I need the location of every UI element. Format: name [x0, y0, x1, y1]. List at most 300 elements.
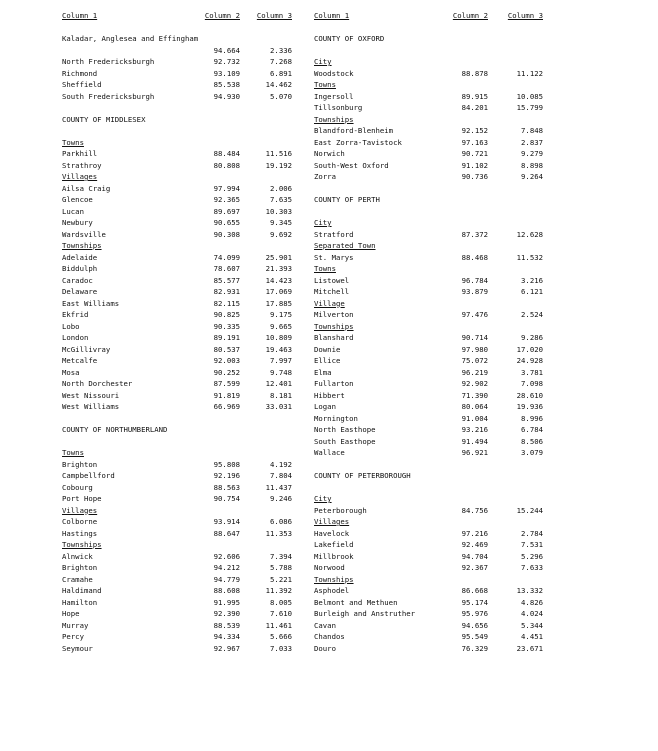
table-row: [62, 482, 292, 494]
column-header-row: [314, 10, 546, 22]
table-row: [62, 229, 292, 241]
column-2-value: 88.468: [461, 252, 488, 262]
column-3-value: 5.296: [521, 551, 543, 561]
column-3-value: 11.516: [265, 149, 292, 158]
table-row: [62, 367, 292, 379]
column-2-value: 92.152: [461, 126, 488, 135]
place-name: Lucan: [62, 206, 84, 216]
place-name: Hibbert: [314, 390, 345, 400]
column-3-header: Column 3: [256, 11, 292, 20]
column-2-value: 90.754: [213, 494, 240, 503]
section-heading: [314, 298, 546, 310]
place-name: Port Hope: [62, 494, 102, 503]
column-2-header: Column 2: [204, 11, 240, 20]
table-row: [62, 286, 292, 298]
right-table-body: [314, 22, 546, 655]
table-row: [314, 286, 546, 298]
table-row: [314, 309, 546, 321]
column-3-value: 7.635: [270, 195, 292, 204]
table-row: [314, 390, 546, 402]
place-name: Mitchell: [314, 287, 350, 296]
column-3-value: 7.098: [521, 379, 543, 388]
column-2-value: 89.915: [461, 91, 488, 101]
place-name: Ellice: [314, 356, 341, 365]
column-3-value: 8.506: [521, 436, 543, 446]
section-heading: [314, 516, 546, 528]
place-name: Wardsville: [62, 229, 106, 239]
section-heading-text: Towns: [62, 137, 84, 147]
place-name: Richmond: [62, 68, 98, 78]
section-heading-text: Village: [314, 298, 345, 308]
section-heading: [314, 56, 546, 68]
place-name: Mosa: [62, 367, 80, 377]
column-2-value: 80.064: [461, 402, 488, 411]
column-3-value: 6.784: [521, 425, 543, 434]
table-row: [314, 332, 546, 344]
place-name: Blanshard: [314, 333, 354, 342]
column-3-header: Column 3: [507, 11, 543, 20]
table-row: [62, 217, 292, 229]
column-2-value: 97.980: [461, 344, 488, 354]
column-2-value: 92.902: [461, 379, 488, 388]
place-name: East Williams: [62, 298, 120, 308]
column-3-value: 9.692: [270, 229, 292, 239]
column-3-value: 24.928: [516, 356, 543, 365]
county-heading: [314, 33, 546, 45]
section-heading: [314, 79, 546, 91]
place-name: Hastings: [62, 528, 98, 538]
column-3-value: 2.336: [270, 45, 292, 55]
spacer: [314, 459, 546, 471]
section-heading: [314, 263, 546, 275]
place-name: West Williams: [62, 402, 120, 411]
place-name: Seymour: [62, 643, 93, 653]
place-name: Burleigh and Anstruther: [314, 609, 416, 618]
column-2-value: 80.537: [213, 344, 240, 354]
place-name: Millbrook: [314, 551, 354, 561]
table-row: [62, 263, 292, 275]
column-2-value: 88.484: [213, 149, 240, 158]
place-name: Elma: [314, 367, 332, 377]
table-row: [314, 344, 546, 356]
column-3-value: 23.671: [516, 643, 543, 653]
place-name: Tillsonburg: [314, 103, 363, 112]
column-2-value: 94.930: [213, 91, 240, 101]
column-3-value: 4.451: [521, 632, 543, 641]
column-2-value: 90.655: [213, 218, 240, 227]
county-heading: [314, 470, 546, 482]
column-3-value: 21.393: [265, 264, 292, 273]
column-2-value: 92.469: [461, 540, 488, 549]
column-2-value: 87.599: [213, 379, 240, 388]
table-row: [314, 620, 546, 632]
table-row: [314, 355, 546, 367]
section-heading: [314, 240, 546, 252]
table-row: [62, 298, 292, 310]
column-3-value: 11.461: [265, 620, 292, 630]
table-row: [314, 401, 546, 413]
column-3-value: 15.799: [516, 103, 543, 112]
table-row: [62, 194, 292, 206]
table-row: [314, 68, 546, 80]
column-3-value: 9.175: [270, 310, 292, 319]
column-2-header: Column 2: [452, 11, 488, 20]
table-row: [62, 608, 292, 620]
place-name: Chandos: [314, 632, 345, 641]
place-name: Douro: [314, 643, 336, 653]
table-row: [314, 585, 546, 597]
place-name: Ekfrid: [62, 310, 89, 319]
place-name: Percy: [62, 632, 84, 641]
section-heading-text: Townships: [62, 540, 102, 549]
county-heading-text: COUNTY OF NORTHUMBERLAND: [62, 425, 168, 434]
table-row: [314, 597, 546, 609]
column-3-value: 11.532: [516, 252, 543, 262]
place-name: Woodstock: [314, 68, 354, 78]
table-row: [62, 148, 292, 160]
section-heading-text: Villages: [314, 517, 350, 526]
place-name: South Easthope: [314, 436, 376, 446]
section-heading: [314, 114, 546, 126]
place-name: Listowel: [314, 275, 350, 285]
table-row: [62, 68, 292, 80]
place-name: North Dorchester: [62, 379, 133, 388]
place-name: North Fredericksburgh: [62, 57, 155, 66]
table-row: [62, 390, 292, 402]
column-2-value: 90.714: [461, 333, 488, 342]
table-row: [62, 183, 292, 195]
column-2-value: 94.664: [213, 45, 240, 55]
county-heading-text: COUNTY OF PERTH: [314, 195, 380, 204]
column-3-value: 28.610: [516, 390, 543, 400]
column-2-value: 90.721: [461, 149, 488, 158]
column-3-value: 17.020: [516, 344, 543, 354]
table-row: [62, 516, 292, 528]
column-3-value: 14.423: [265, 275, 292, 285]
table-row: [314, 551, 546, 563]
column-3-value: 6.121: [521, 287, 543, 296]
place-name: Biddulph: [62, 264, 98, 273]
column-3-value: 14.462: [265, 80, 292, 89]
column-3-value: 2.837: [521, 137, 543, 147]
column-2-value: 94.779: [213, 574, 240, 584]
table-row: [314, 631, 546, 643]
table-row: [314, 436, 546, 448]
table-row: [62, 597, 292, 609]
column-3-value: 12.628: [516, 229, 543, 239]
column-3-value: 7.531: [521, 540, 543, 549]
section-heading-text: City: [314, 494, 332, 503]
column-3-value: 6.891: [270, 68, 292, 78]
column-3-value: 17.069: [265, 287, 292, 296]
table-row: [62, 91, 292, 103]
spacer: [314, 45, 546, 57]
section-heading: [314, 574, 546, 586]
place-name: Colborne: [62, 517, 98, 526]
county-heading: [62, 114, 292, 126]
column-2-value: 95.976: [461, 609, 488, 618]
column-3-value: 25.901: [265, 252, 292, 262]
column-3-value: 11.122: [516, 68, 543, 78]
table-row: [62, 470, 292, 482]
table-row: [314, 608, 546, 620]
table-row: [62, 321, 292, 333]
place-name: Metcalfe: [62, 356, 98, 365]
county-heading: [314, 194, 546, 206]
column-2-value: 90.335: [213, 321, 240, 331]
column-3-value: 7.633: [521, 563, 543, 572]
column-2-value: 92.365: [213, 195, 240, 204]
column-1-header: Column 1: [314, 11, 350, 20]
table-row: [62, 378, 292, 390]
column-3-value: 3.079: [521, 448, 543, 457]
place-name: Delaware: [62, 287, 98, 296]
place-name: Wallace: [314, 448, 345, 457]
place-name: Newbury: [62, 218, 93, 227]
column-2-value: 84.756: [461, 505, 488, 515]
table-row: [62, 562, 292, 574]
place-name: East Zorra-Tavistock: [314, 137, 402, 147]
table-row: [62, 206, 292, 218]
column-2-value: 94.704: [461, 551, 488, 561]
column-2-value: 89.191: [213, 333, 240, 342]
place-name: Strathroy: [62, 160, 102, 170]
column-2-value: 93.879: [461, 287, 488, 296]
section-heading-text: Townships: [314, 114, 354, 124]
column-3-value: 4.826: [521, 597, 543, 607]
column-2-value: 90.736: [461, 172, 488, 181]
column-3-value: 17.885: [265, 298, 292, 308]
table-row: [62, 344, 292, 356]
column-2-value: 82.115: [213, 298, 240, 308]
section-heading-text: Villages: [62, 172, 98, 181]
place-name: Kaladar, Anglesea and Effingham: [62, 34, 199, 43]
section-heading-text: City: [314, 57, 332, 66]
section-heading: [62, 447, 292, 459]
column-2-value: 92.196: [213, 471, 240, 480]
place-name: Ailsa Craig: [62, 183, 111, 193]
spacer: [314, 183, 546, 195]
table-row: [62, 585, 292, 597]
column-2-value: 82.931: [213, 287, 240, 296]
column-2-value: 95.808: [213, 459, 240, 469]
column-2-value: 95.549: [461, 632, 488, 641]
county-heading: [62, 424, 292, 436]
place-name: McGillivray: [62, 344, 111, 354]
column-2-value: 93.914: [213, 517, 240, 526]
place-name: Cobourg: [62, 482, 93, 492]
column-2-value: 96.219: [461, 367, 488, 377]
column-2-value: 92.967: [213, 643, 240, 653]
column-2-value: 96.784: [461, 275, 488, 285]
column-2-value: 71.390: [461, 390, 488, 400]
table-row: [62, 45, 292, 57]
spacer: [314, 206, 546, 218]
column-2-value: 89.697: [213, 206, 240, 216]
place-name: Belmont and Methuen: [314, 597, 398, 607]
place-name: South Fredericksburgh: [62, 91, 155, 101]
column-3-value: 7.268: [270, 57, 292, 66]
table-row: [62, 252, 292, 264]
column-3-value: 7.033: [270, 643, 292, 653]
column-2-value: 66.969: [213, 402, 240, 411]
column-2-value: 88.539: [213, 620, 240, 630]
place-name: Brighton: [62, 459, 98, 469]
column-2-value: 78.607: [213, 264, 240, 273]
section-heading-text: Towns: [314, 80, 336, 89]
table-row: [62, 493, 292, 505]
table-row: [62, 332, 292, 344]
column-2-value: 90.825: [213, 310, 240, 319]
place-name: Peterborough: [314, 505, 367, 515]
place-name: Ingersoll: [314, 91, 354, 101]
column-2-value: 92.367: [461, 563, 488, 572]
table-row: [314, 91, 546, 103]
place-name: St. Marys: [314, 252, 354, 262]
table-row: [62, 355, 292, 367]
column-2-value: 95.174: [461, 597, 488, 607]
section-heading: [314, 493, 546, 505]
section-heading-text: Towns: [314, 264, 336, 273]
place-name: Brighton: [62, 563, 98, 572]
place-name: Murray: [62, 620, 89, 630]
table-row: [62, 79, 292, 91]
column-2-value: 91.819: [213, 390, 240, 400]
place-name: Haldimand: [62, 586, 102, 595]
column-3-value: 9.748: [270, 367, 292, 377]
section-heading-text: Townships: [62, 241, 102, 250]
column-2-value: 96.921: [461, 448, 488, 457]
table-row: [314, 413, 546, 425]
place-name: Cramahe: [62, 574, 93, 584]
column-3-value: 7.997: [270, 356, 292, 365]
column-2-value: 88.647: [213, 528, 240, 538]
table-row: [314, 252, 546, 264]
column-2-value: 92.003: [213, 356, 240, 365]
column-2-value: 91.004: [461, 413, 488, 423]
column-2-value: 76.329: [461, 643, 488, 653]
column-3-value: 3.781: [521, 367, 543, 377]
column-3-value: 5.070: [270, 91, 292, 101]
section-heading: [62, 539, 292, 551]
table-row: [62, 160, 292, 172]
section-heading-text: City: [314, 218, 332, 227]
table-row: [62, 551, 292, 563]
column-2-value: 88.608: [213, 586, 240, 595]
column-3-value: 3.216: [521, 275, 543, 285]
table-row: [314, 539, 546, 551]
column-3-value: 33.031: [265, 402, 292, 411]
left-table-body: [62, 22, 292, 655]
spacer: [314, 482, 546, 494]
column-2-value: 92.732: [213, 57, 240, 66]
column-2-value: 84.201: [461, 103, 488, 112]
place-name: Stratford: [314, 229, 354, 239]
place-name: Logan: [314, 402, 336, 411]
table-row: [314, 528, 546, 540]
column-3-value: 9.286: [521, 333, 543, 342]
column-3-value: 11.353: [265, 528, 292, 538]
column-2-value: 91.995: [213, 597, 240, 607]
spacer: [62, 22, 292, 34]
column-2-value: 94.656: [461, 620, 488, 630]
column-3-value: 8.996: [521, 413, 543, 423]
column-2-value: 93.216: [461, 425, 488, 434]
place-name: North Easthope: [314, 425, 376, 434]
table-row: [62, 459, 292, 471]
column-2-value: 90.252: [213, 367, 240, 377]
table-row: [314, 137, 546, 149]
section-heading: [314, 217, 546, 229]
column-3-value: 8.898: [521, 160, 543, 170]
column-2-value: 87.372: [461, 229, 488, 239]
column-3-value: 9.345: [270, 218, 292, 227]
place-name: South-West Oxford: [314, 160, 389, 170]
column-2-value: 86.668: [461, 586, 488, 595]
column-2-value: 88.878: [461, 68, 488, 78]
column-3-value: 8.005: [270, 597, 292, 607]
column-2-value: 90.308: [213, 229, 240, 239]
column-3-value: 7.848: [521, 126, 543, 135]
spacer: [62, 102, 292, 114]
place-name: Mornington: [314, 413, 358, 423]
place-name: Parkhill: [62, 149, 98, 158]
table-row: [62, 33, 292, 45]
column-3-value: 19.463: [265, 344, 292, 354]
column-3-value: 5.666: [270, 632, 292, 641]
spacer: [314, 22, 546, 34]
column-3-value: 7.394: [270, 551, 292, 561]
spacer: [62, 125, 292, 137]
column-3-value: 8.181: [270, 390, 292, 400]
place-name: Hamilton: [62, 597, 98, 607]
table-row: [62, 528, 292, 540]
place-name: Campbellford: [62, 471, 115, 480]
place-name: London: [62, 333, 89, 342]
county-heading-text: COUNTY OF PETERBOROUGH: [314, 471, 411, 480]
place-name: Blandford-Blenheim: [314, 126, 394, 135]
place-name: Milverton: [314, 310, 354, 319]
section-heading: [62, 137, 292, 149]
column-3-value: 9.246: [270, 494, 292, 503]
table-row: [314, 643, 546, 655]
table-row: [314, 275, 546, 287]
column-3-value: 10.085: [516, 91, 543, 101]
place-name: Lobo: [62, 321, 80, 331]
place-name: Norwich: [314, 149, 345, 158]
column-2-value: 97.994: [213, 183, 240, 193]
place-name: Caradoc: [62, 275, 93, 285]
column-3-value: 5.788: [270, 563, 292, 572]
table-row: [314, 378, 546, 390]
place-name: Fullarton: [314, 379, 354, 388]
table-row: [314, 148, 546, 160]
table-row: [314, 229, 546, 241]
table-row: [62, 309, 292, 321]
column-3-value: 11.437: [265, 482, 292, 492]
column-2-value: 97.476: [461, 310, 488, 319]
table-row: [314, 160, 546, 172]
place-name: Lakefield: [314, 540, 354, 549]
column-2-value: 94.334: [213, 632, 240, 641]
column-2-value: 88.563: [213, 482, 240, 492]
column-2-value: 75.072: [461, 356, 488, 365]
place-name: Cavan: [314, 620, 336, 630]
spacer: [62, 436, 292, 448]
table-row: [314, 447, 546, 459]
column-2-value: 93.109: [213, 68, 240, 78]
place-name: Hope: [62, 609, 80, 618]
